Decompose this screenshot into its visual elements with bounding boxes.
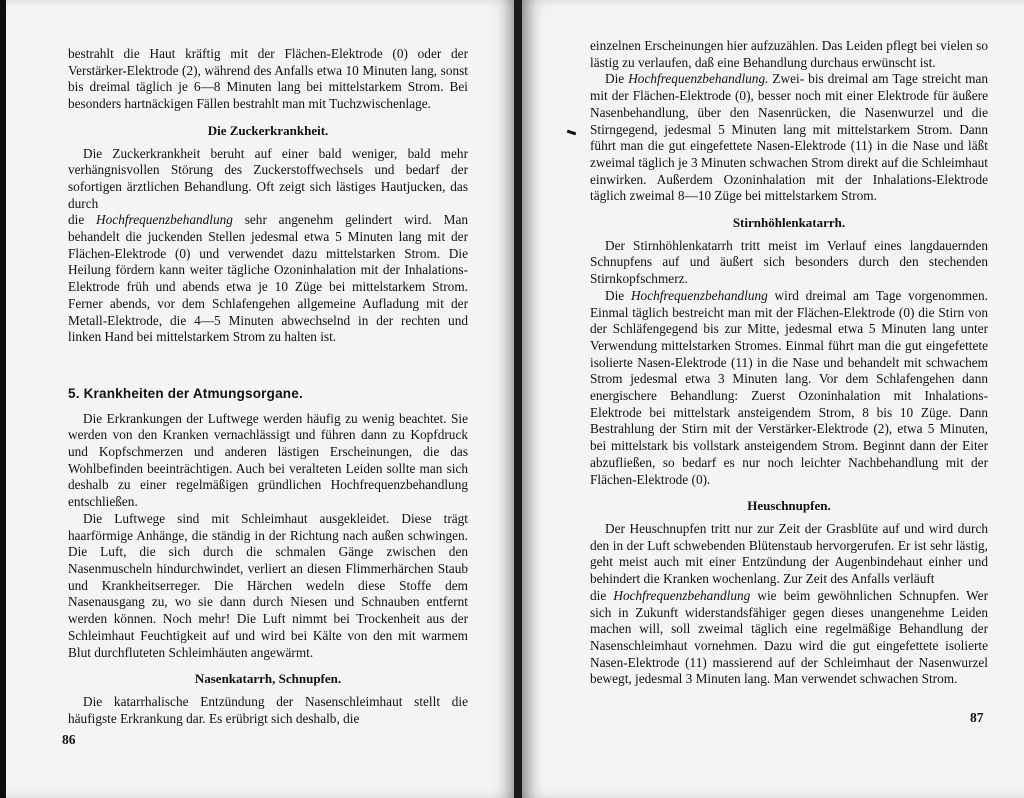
text-run: bestrahlt die Haut kräftig mit der Flächen-Elektrode (0) oder der Verstärker-Elektrode (2), während des Anfalls etwa 10 Minuten lang, sonst bis dreimal täglich je 6—8 Minuten lang bei mittelstarkem Strom. Bei besonders hartnäckigen Fällen bestrahlt man mit Tuchzwischenlage. — [68, 46, 468, 112]
paragraph — [68, 511, 468, 661]
text-run: Die Luftwege sind mit Schleimhaut ausgekleidet. Diese trägt haarförmige Anhänge, die ständig in der Richtung nach außen schwingen. Die Luft, die sich durch die schmalen Gänge zwischen den Nasenmuscheln hindurchwindet, verliert an diesen Flimmerhärchen Staub und Krankheitserreger. Die Härchen wedeln diese Stoffe dem Nasenausgang zu, wo sie dann durch Niesen und Schnauben entfernt werden können. Noch mehr! Die Luft nimmt bei Trockenheit aus der Schleimhaut Feuchtigkeit auf und wird bei Kälte von den mit warmem Blut durchfluteten Schleimhäuten angewärmt. — [68, 510, 468, 660]
paragraph — [590, 521, 988, 588]
section-heading: Die Zuckerkrankheit. — [207, 122, 329, 138]
section-heading: Stirnhöhlenkatarrh. — [732, 215, 846, 231]
text-run: Die Zuckerkrankheit beruht auf einer bald weniger, bald mehr verhängnisvollen Störung des Zuckerstoffwechsels und bedarf der sofortigen ärztlichen Behandlung. Oft zeigt sich lästiges Hautjucken, das durch — [68, 145, 468, 211]
text-run: Die Erkrankungen der Luftwege werden häufig zu wenig beachtet. Sie werden von den Kranken vernachlässigt und führen dann zu Kopfdruck und Kopfschmerzen und anderen lästigen Erscheinungen, die das Wohlbefinden beeinträchtigen. Auch bei veralteten Leiden sollte man sich deshalb zu einer regelmäßigen gründlichen Hochfrequenzbehandlung entschließen. — [68, 410, 468, 510]
text-run: die — [68, 212, 97, 228]
paragraph — [590, 71, 988, 205]
emphasized-text: Hochfrequenzbehandlung. — [628, 71, 769, 87]
left-page — [6, 0, 516, 798]
text-run: wird dreimal am Tage vorgenommen. Einmal täglich bestreicht man mit der Flächen-Elektrode (0) die Stirn von der Schläfengegend bis zur Mitte, jedesmal etwa 5 Minuten lang unter Verwendung mittelstarken Stromes. Einmal führt man die gut eingefettete isolierte Nasen-Elektrode (11) in die Nase und behandelt mit schwachem Strom jedesmal etwa 3 Minuten lang. Vor dem Schlafengehen dann energischere Behandlung: Zuerst Ozoninhalation mit Inhalations-Elektrode bei mittelstark ansteigendem Strom, 8 bis 10 Züge. Dann Bestrahlung der Stirn mit der Verstärker-Elektrode (2), etwa 5 Minuten, bei mittelstark bis vollstark ansteigendem Strom. Beginnt dann der Eiter abzufließen, so bedarf es nur noch leichter Nachbehandlung mit der Flächen-Elektrode (0). — [590, 287, 988, 487]
paragraph — [590, 588, 988, 688]
right-page — [522, 0, 1024, 798]
page-number-right: 87 — [970, 710, 984, 725]
paragraph — [68, 212, 468, 346]
paragraph — [68, 694, 468, 727]
text-run: sehr angenehm gelindert wird. Man behandelt die juckenden Stellen jedesmal etwa 5 Minuten lang mit der Flächen-Elektrode (0) und verwendet dazu mittelstarken Strom. Die Heilung fördern kann weiter tägliche Ozoninhalation mit der Inhalations-Elektrode früh und abends etwa je 10 Züge bei mittelstarkem Strom. Ferner abends, vor dem Schlafengehen allgemeine Aufladung mit der Metall-Elektrode, die 4—5 Minuten abwechselnd in der rechten und linken Hand bei mittelstarkem Strom zu halten ist. — [68, 212, 469, 345]
text-run: Zwei- bis dreimal am Tage streicht man mit der Flächen-Elektrode (0), besser noch mit einer Elektrode für äußere Nasenbehandlung, über den Nasenrücken, die Nasenwurzel und die Stirngegend, jedesmal 5 Minuten lang mit mittelstarkem Strom. Dann führt man die gut eingefettete Nasen-Elektrode (11) in die Nase und läßt zweimal täglich je 3 Minuten schwachen Strom direkt auf die Schleimhaut einwirken. Außerdem Ozoninhalation mit der Inhalations-Elektrode täglich zweimal 8—10 Züge bei mittelstarkem Strom. — [590, 71, 988, 204]
paragraph — [68, 411, 468, 511]
text-run: die — [590, 587, 614, 603]
text-run: Der Heuschnupfen tritt nur zur Zeit der Grasblüte auf und wird durch den in der Luft schwebenden Blütenstaub hervorgerufen. Er ist sehr lästig, geht meist auch mit einer Entzündung der Augenbindehaut einher und behindert die Kranken wochenlang. Zur Zeit des Anfalls verläuft — [590, 520, 988, 587]
text-run: Die — [605, 287, 631, 303]
page-number-left: 86 — [62, 732, 76, 747]
text-run: Der Stirnhöhlenkatarrh tritt meist im Verlauf eines langdauernden Schnupfens auf und äußert sich besonders durch den stechenden Stirnkopfschmerz. — [590, 237, 988, 287]
right-page-text — [590, 38, 988, 688]
left-page-text — [68, 46, 468, 727]
text-run: wie beim gewöhnlichen Schnupfen. Wer sich in Zukunft widerstandsfähiger gegen dieses unangenehme Leiden machen will, soll zweimal täglich eine regelmäßige Behandlung der Nasenschleimhaut vornehmen. Dazu wird die gut eingefettete isolierte Nasen-Elektrode (11) massierend auf der Schleimhaut der Nasenwurzel bewegt, jedesmal 3 Minuten lang. Man verwendet schwachen Strom. — [590, 587, 988, 687]
text-run: Die katarrhalische Entzündung der Nasenschleimhaut stellt die häufigste Erkrankung dar. Es erübrigt sich deshalb, die — [68, 693, 468, 726]
section-heading: Heuschnupfen. — [747, 498, 831, 514]
emphasized-text: Hochfrequenzbehandlung — [630, 287, 768, 303]
chapter-heading: 5. Krankheiten der Atmungsorgane. — [68, 385, 303, 401]
paragraph — [68, 146, 468, 213]
paragraph — [68, 46, 468, 113]
emphasized-text: Hochfrequenzbehandlung — [96, 212, 233, 228]
text-run: Die — [605, 71, 629, 87]
text-run: einzelnen Erscheinungen hier aufzuzählen. Das Leiden pflegt bei vielen so lästig zu verlaufen, daß eine Behandlung durchaus erwünscht ist. — [590, 38, 988, 70]
paragraph — [590, 238, 988, 288]
emphasized-text: Hochfrequenzbehandlung — [613, 587, 751, 603]
section-heading: Nasenkatarrh, Schnupfen. — [194, 671, 342, 687]
paragraph — [590, 288, 988, 488]
paragraph — [590, 38, 988, 71]
